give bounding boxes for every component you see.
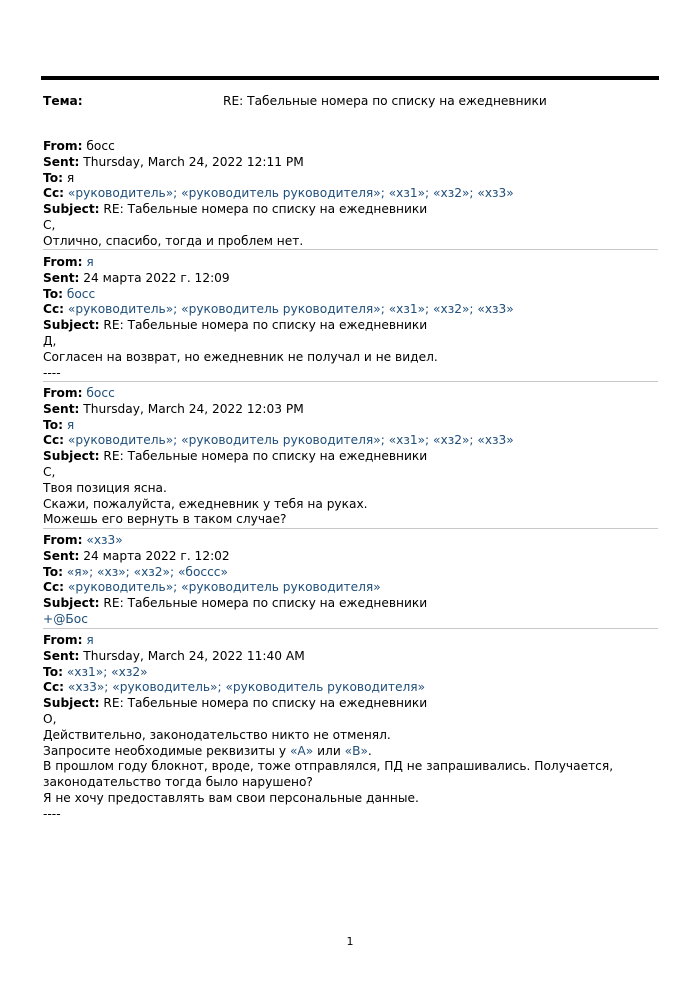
body-line: С, (43, 464, 56, 479)
message-divider (43, 249, 658, 250)
body-line: Можешь его вернуть в таком случае? (43, 512, 287, 527)
subject-label: Subject: (43, 596, 100, 611)
from-link[interactable]: «хз3» (86, 533, 123, 547)
thread-subject-value: RE: Табельные номера по списку на ежедневники (223, 94, 547, 108)
body-line: В прошлом году блокнот, вроде, тоже отправлялся, ПД не запрашивались. Получается, законодательство тогда было нарушено? (43, 759, 614, 790)
thread-subject-row (43, 94, 658, 112)
page-number: 1 (346, 935, 354, 948)
cc-recipients-link[interactable]: «руководитель»; «руководитель руководителя» (67, 580, 381, 595)
cc-label: Cc: (43, 680, 65, 695)
sent-label: Sent: (43, 648, 80, 663)
email-message (43, 255, 658, 381)
sent-label: Sent: (43, 548, 80, 563)
cc-label: Cc: (43, 580, 65, 595)
to-label: To: (43, 417, 63, 432)
cc-label: Cc: (43, 302, 65, 317)
message-divider (43, 628, 658, 629)
sent-value: Thursday, March 24, 2022 11:40 AM (83, 648, 305, 663)
subject-label: Subject: (43, 318, 100, 333)
sent-label: Sent: (43, 401, 80, 416)
subject-label: Subject: (43, 696, 100, 711)
cc-label: Cc: (43, 433, 65, 448)
sent-value: Thursday, March 24, 2022 12:11 PM (83, 154, 304, 169)
subject-value: RE: Табельные номера по списку на ежедневники (103, 202, 428, 217)
header-rule (41, 76, 659, 80)
subject-label: Subject: (43, 449, 100, 464)
signature-separator: ---- (43, 365, 61, 380)
request-text: Запросите необходимые реквизиты у (43, 743, 290, 758)
email-message (43, 533, 658, 628)
from-label: From: (43, 633, 83, 647)
body-line: Д, (43, 333, 57, 348)
email-message (43, 386, 658, 528)
subject-label: Subject: (43, 202, 100, 217)
thread-subject-label: Тема: (43, 94, 83, 108)
cc-recipients-link[interactable]: «хз3»; «руководитель»; «руководитель руководителя» (67, 680, 426, 695)
sent-value: 24 марта 2022 г. 12:02 (83, 548, 230, 563)
signature-separator: ---- (43, 806, 61, 821)
mention-link[interactable]: +@Бос (43, 611, 88, 626)
cc-recipients-link[interactable]: «руководитель»; «руководитель руководителя»; «хз1»; «хз2»; «хз3» (67, 186, 514, 201)
sent-label: Sent: (43, 270, 80, 285)
to-label: To: (43, 286, 63, 301)
from-link[interactable]: босс (86, 386, 115, 400)
email-message (43, 139, 658, 250)
from-link[interactable]: я (86, 255, 94, 269)
to-value: я (66, 170, 75, 185)
subject-value: RE: Табельные номера по списку на ежедневники (103, 696, 428, 711)
request-text: . (367, 743, 372, 758)
message-divider (43, 381, 658, 382)
from-link[interactable]: я (86, 633, 94, 647)
contact-a-link[interactable]: «А» (289, 743, 314, 758)
subject-value: RE: Табельные номера по списку на ежедневники (103, 318, 428, 333)
email-message (43, 633, 658, 823)
body-line: Скажи, пожалуйста, ежедневник у тебя на руках. (43, 496, 368, 511)
to-label: To: (43, 664, 63, 679)
body-line (43, 744, 658, 760)
sent-label: Sent: (43, 154, 80, 169)
to-link[interactable]: «я»; «хз»; «хз2»; «боссс» (66, 564, 228, 579)
to-link[interactable]: босс (66, 286, 96, 301)
body-line: О, (43, 711, 57, 726)
subject-value: RE: Табельные номера по списку на ежедневники (103, 449, 428, 464)
from-label: From: (43, 139, 83, 153)
subject-value: RE: Табельные номера по списку на ежедневники (103, 596, 428, 611)
to-link[interactable]: «хз1»; «хз2» (66, 664, 148, 679)
cc-label: Cc: (43, 186, 65, 201)
to-label: To: (43, 170, 63, 185)
contact-b-link[interactable]: «В» (344, 743, 368, 758)
sent-value: Thursday, March 24, 2022 12:03 PM (83, 401, 304, 416)
from-value: босс (86, 139, 115, 153)
body-line: Отлично, спасибо, тогда и проблем нет. (43, 233, 304, 248)
body-line: Согласен на возврат, но ежедневник не получал и не видел. (43, 349, 438, 364)
body-line: Твоя позиция ясна. (43, 480, 167, 495)
cc-recipients-link[interactable]: «руководитель»; «руководитель руководителя»; «хз1»; «хз2»; «хз3» (67, 302, 514, 317)
to-label: To: (43, 564, 63, 579)
to-link[interactable]: я (66, 417, 75, 432)
body-line: С, (43, 217, 56, 232)
from-label: From: (43, 255, 83, 269)
body-line: Я не хочу предоставлять вам свои персональные данные. (43, 790, 419, 805)
cc-recipients-link[interactable]: «руководитель»; «руководитель руководителя»; «хз1»; «хз2»; «хз3» (67, 433, 514, 448)
from-label: From: (43, 533, 83, 547)
request-text: или (313, 743, 345, 758)
message-divider (43, 528, 658, 529)
from-label: From: (43, 386, 83, 400)
sent-value: 24 марта 2022 г. 12:09 (83, 270, 230, 285)
body-line: Действительно, законодательство никто не отменял. (43, 727, 391, 742)
